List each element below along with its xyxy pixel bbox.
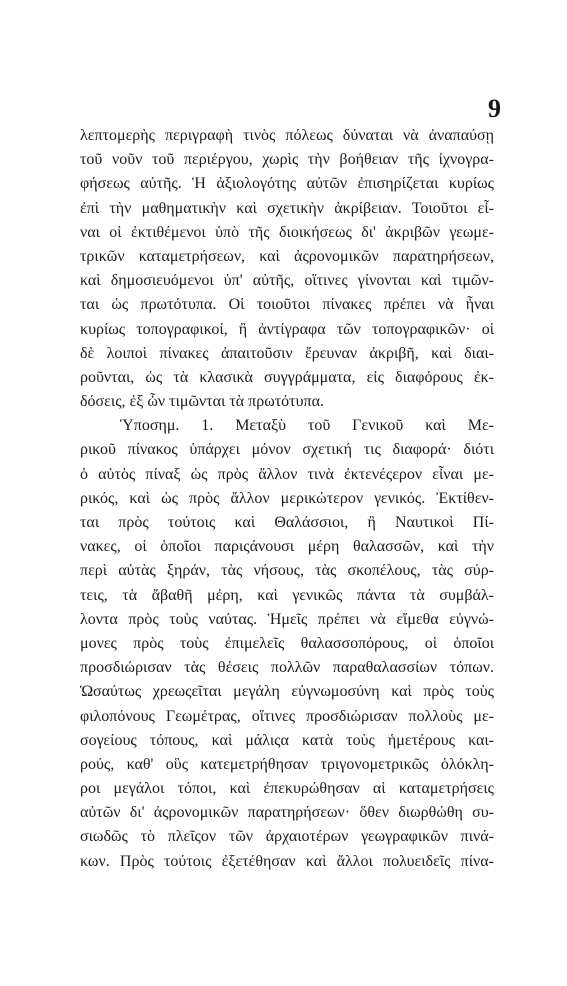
text-line: μονες πρὸς τοὺς ἐπιμελεῖς θαλασσοπόρους, οἱ ὁποῖοι xyxy=(80,634,494,652)
text-line: αὐτῶν δι' ἀςρονομικῶν παρατηρήσεων· ὅθεν διωρθώθη συ- xyxy=(80,804,494,822)
text-line: σιωδῶς τὸ πλεῖςον τῶν ἀρχαιοτέρων γεωγραφικῶν πινά- xyxy=(80,828,494,846)
text-line: λοντα πρὸς τοὺς ναύτας. Ἡμεῖς πρέπει νὰ εἴμεθα εὐγνώ- xyxy=(80,610,494,628)
text-line: σογείους τόπους, καὶ μάλιςα κατὰ τοὺς ἡμετέρους και- xyxy=(80,731,494,749)
text-line: ἐπὶ τὴν μαθηματικὴν καὶ σχετικὴν ἀκρίβειαν. Τοιοῦτοι εἶ- xyxy=(80,199,494,217)
text-line: τοῦ νοῦν τοῦ περιέργου, χωρὶς τὴν βοήθειαν τῆς ἰχνογρα- xyxy=(80,151,494,169)
text-line: προσδιώρισαν τὰς θέσεις πολλῶν παραθαλασσίων τόπων. xyxy=(80,659,494,677)
text-line: φιλοπόνους Γεωμέτρας, οἵτινες προσδιώρισαν πολλοὺς με- xyxy=(80,707,494,725)
text-line: καὶ δημοσιευόμενοι ὑπ' αὐτῆς, οἵτινες γίνονται καὶ τιμῶν- xyxy=(80,272,494,290)
text-line: τρικῶν καταμετρήσεων, καὶ ἀςρονομικῶν παρατηρήσεων, xyxy=(80,247,494,265)
text-line: λεπτομερὴς περιγραφὴ τινὸς πόλεως δύναται νὰ ἀναπαύσῃ xyxy=(80,127,494,144)
body-text xyxy=(80,124,494,874)
text-line: ροῦνται, ὡς τὰ κλασικὰ συγγράμματα, εἰς διαφόρους ἐκ- xyxy=(80,368,494,386)
text-line: ροι μεγάλοι τόποι, καὶ ἐπεκυρώθησαν αἱ καταμετρήσεις xyxy=(80,780,494,798)
text-line: ται πρὸς τούτοις καὶ Θαλάσσιοι, ἢ Ναυτικοὶ Πί- xyxy=(80,514,494,531)
text-line: ρούς, καθ' οὓς κατεμετρήθησαν τριγονομετρικῶς ὁλόκλη- xyxy=(80,755,494,773)
text-line: κυρίως τοπογραφικοί, ἢ ἀντίγραφα τῶν τοπογραφικῶν· οἱ xyxy=(80,320,494,338)
text-line: νακες, οἱ ὁποῖοι παριςάνουσι μέρη θαλασσῶν, καὶ τὴν xyxy=(80,538,494,556)
text-line: περὶ αὐτὰς ξηράν, τὰς νήσους, τὰς σκοπέλους, τὰς σύρ- xyxy=(80,562,494,580)
footnote-heading-line: Ὑποσημ. 1. Μεταξὺ τοῦ Γενικοῦ καὶ Με- xyxy=(120,417,494,435)
text-line: ναι οἱ ἐκτιθέμενοι ὑπὸ τῆς διοικήσεως δι' ἀκριβῶν γεωμε- xyxy=(80,223,494,241)
text-line: ὁ αὐτὸς πίναξ ὡς πρὸς ἄλλον τινὰ ἐκτενέςερον εἶναι με- xyxy=(80,465,494,483)
text-line: ται ὡς πρωτότυπα. Οἱ τοιοῦτοι πίνακες πρέπει νὰ ἦναι xyxy=(80,296,494,314)
text-line: Ὡσαύτως χρεωςεῖται μεγάλη εὐγνωμοσύνη καὶ πρὸς τοὺς xyxy=(80,683,494,701)
text-line: φήσεως αὐτῆς. Ἡ ἀξιολογότης αὐτῶν ἐπισηρίζεται κυρίως xyxy=(80,175,494,193)
page-number: 9 xyxy=(488,94,501,123)
text-line: ρικός, καὶ ὡς πρὸς ἄλλον μερικώτερον γενικός. Ἐκτίθεν- xyxy=(80,489,494,507)
text-line: δὲ λοιποὶ πίνακες ἀπαιτοῦσιν ἔρευναν ἀκριβῆ, καὶ διαι- xyxy=(80,344,494,362)
text-line: ρικοῦ πίνακος ὑπάρχει μόνον σχετική τις διαφορά· διότι xyxy=(80,441,494,459)
text-line: τεις, τὰ ἄβαθῆ μέρη, καὶ γενικῶς πάντα τὰ συμβάλ- xyxy=(80,586,494,604)
text-line: κων. Πρὸς τούτοις ἐξετέθησαν καὶ ἄλλοι πολυειδεῖς πίνα- xyxy=(80,852,494,870)
text-line: δόσεις, ἐξ ὧν τιμῶνται τὰ πρωτότυπα. xyxy=(80,393,324,411)
